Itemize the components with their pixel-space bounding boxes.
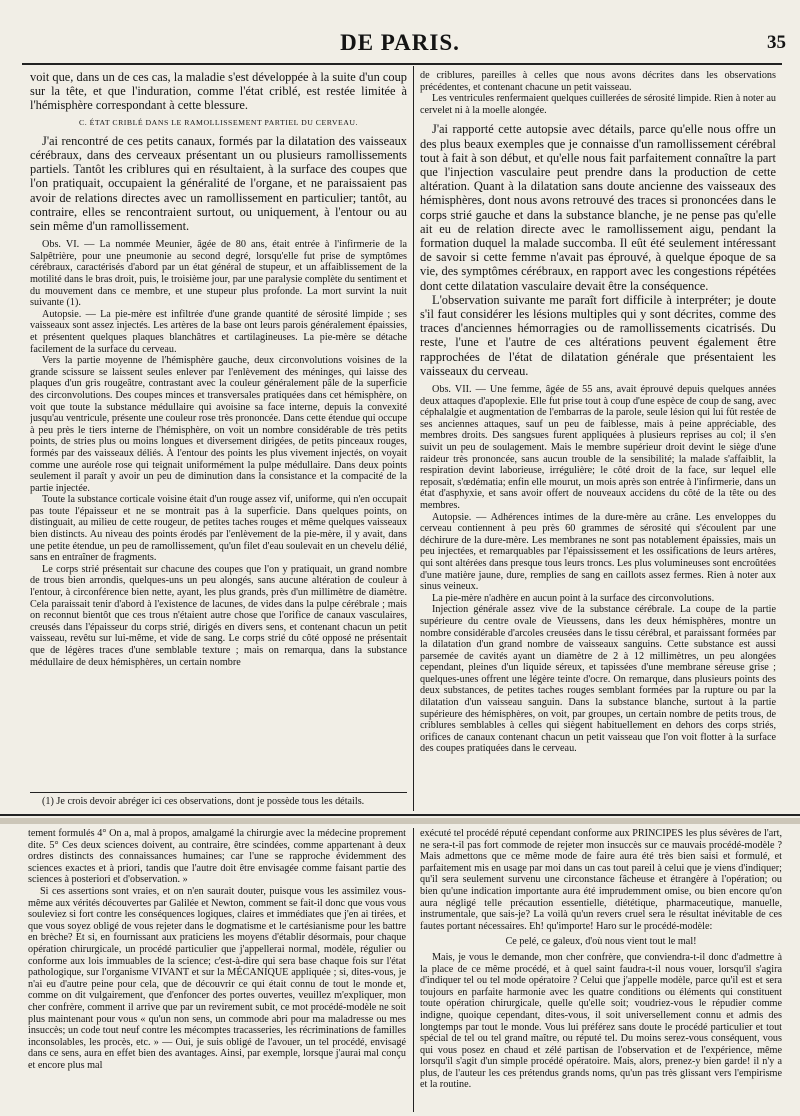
observation-intro: L'observation suivante me paraît fort difficile à interpréter; je doute s'il faut considérer les lésions multiples qui y sont décrites, comme des traces d'anciennes hémorragies ou de ramollissements cicatrisés. Du reste, l'une et l'autre de ces altérations peuvent également être rapprochées de l'état de dilatation générale que présentaient les vaisseaux du cerveau. — [420, 292, 776, 378]
section-subheading: C. ÉTAT CRIBLÉ DANS LE RAMOLLISSEMENT PARTIEL DU CERVEAU. — [79, 117, 358, 127]
ventricules-paragraph: Les ventricules renfermaient quelques cuillerées de sérosité limpide. Rien à noter au cervelet ni à la moelle alongée. — [420, 93, 776, 116]
paragraph-canaux: J'ai rencontré de ces petits canaux, formés par la dilatation des vaisseaux cérébraux, dans des cerveaux présentant un ou plusieurs ramollissements partiels. Tantôt les criblures qui en résultaient, à la surface des coupes que l'on pratiquait, occupaient la généralité de l'organe, et ne paraissaient pas avoir de relations directes avec un ramollissement en particulier; tantôt, au contraire, elles se rencontraient surtout, ou uniquement, à l'entour ou au sein même d'un ramollissement. — [30, 133, 407, 234]
page-header — [0, 0, 800, 62]
lower-right-column — [420, 828, 782, 1110]
verse-quote: Ce pelé, ce galeux, d'où nous vient tout le mal! — [505, 936, 697, 948]
intro-paragraph: voit que, dans un de ces cas, la maladie s'est développée à la suite d'un coup sur la tête, et que l'induration, comme l'état criblé, est restée limitée à l'hémisphère correspondant à cette blessure. — [30, 70, 407, 113]
footnote: (1) Je crois devoir abréger ici ces observations, dont je possède tous les détails. — [42, 796, 365, 807]
continuation-paragraph: de criblures, pareilles à celles que nous avons décrites dans les observations précédentes, et contenant chacune un petit vaisseau. — [420, 70, 776, 93]
observation-7: Obs. VII. — Une femme, âgée de 55 ans, avait éprouvé depuis quelques années deux attaques d'apoplexie. Elle fut prise tout à coup d'une espèce de coup de sang, avec céphalalgie et augmentation de l'embarras de la parole, seule lésion qui lui fût restée de ses anciennes attaques, sauf un peu de faiblesse, mais à peine appréciable, des membres droits. Des sangsues furent appliquées à plusieurs reprises au col; il s'en suivit un peu de soulagement. Mais le membre supérieur droit devint le siège d'une raideur très prononcée, sans aucun trouble de la sensibilité; la malade s'affaiblit, la respiration devint laborieuse, irrégulière; le côté droit de la face, sur lequel elle reposait, s'œdématia; enfin elle mourut, un mois après son entrée à l'infirmerie, dans un état d'asphyxie, et sans avoir offert de nouveaux accidens du côté de la tête ou des membres. — [420, 384, 776, 511]
paragraph-corps-strie: Le corps strié présentait sur chacune des coupes que l'on y pratiquait, un grand nombre de trous bien arrondis, quelques-uns un peu alongés, sans aucune altération de couleur à l'entour, à circonférence bien nette, ayant, les plus grands, près d'un millimètre de diamètre. Cela paraissait tenir d'abord à l'existence de lacunes, de vides dans la pulpe cérébrale ; mais on reconnut bientôt que ces trous n'étaient autre chose que l'orifice de canaux vasculaires, creusés dans l'épaisseur du corps strié, dirigés en divers sens, et contenant chacun un petit vaisseau, revêtu sur lui-même, et vide de sang. Le corps strié du côté opposé ne présentait que de légères traces d'une semblable texture ; mais on remarqua, dans la substance médullaire de deux hémisphères, un certain nombre — [30, 563, 407, 668]
page-number: 35 — [767, 32, 786, 53]
lower-left-p1: tement formulés 4° On a, mal à propos, amalgamé la chirurgie avec la médecine proprement dite. 5° Ces deux sciences doivent, au contraire, être scindées, comme appartenant à deux ordres distincts des connaissances humaines; car l'une se rapproche évidemment des sciences exactes et à priori, tandis que l'autre doit être envisagée comme faisant partie des sciences à posteriori et d'observation. » — [28, 828, 406, 886]
section-divider — [0, 814, 800, 816]
lower-left-column — [28, 828, 406, 1110]
header-rule — [22, 63, 782, 65]
autopsie-2: Autopsie. — Adhérences intimes de la dure-mère au crâne. Les enveloppes du cerveau contiennent à peu près 60 grammes de sérosité qui s'écoulent par une déchirure de la dure-mère. Les membranes ne sont pas notablement épaissies, mais un peu injectées, et remarquables par l'épaississement et les ossifications de leurs artères, qui sont altérées dans presque tous leurs troncs. Les plus volumineuses sont encroûtées d'une matière jaune, dure, remplies de sang en caillots assez fermes. Rien à noter aux sinus veineux. — [420, 511, 776, 593]
autopsie-paragraph: Autopsie. — La pie-mère est infiltrée d'une grande quantité de sérosité limpide ; ses vaisseaux sont assez injectés. Les artères de la base ont leurs parois généralement épaissies, et présentent quelques plaques blanchâtres et cartilagineuses. La pie-mère se détache facilement de la surface du cerveau. — [30, 308, 407, 355]
lower-right-p2: Mais, je vous le demande, mon cher confrère, que conviendra-t-il donc d'admettre à la place de ce même procédé, et à quel saint faudra-t-il nous vouer, lorsqu'il s'agira d'indiquer tel ou tel mode opératoire ? Celui que j'appelle modèle, parce qu'il est et sera toujours en parfaite harmonie avec les quatre conditions ou éléments qui constituent toute opération chirurgicale, quelle qu'elle soit; voudriez-vous le répudier comme indigne, quoique cependant, dites-vous, il soit universellement connu et admis des longtemps par tout le monde. Vous lui préférez sans doute le procédé particulier et tout spécial de tel ou tel grand maître, ou réputé tel. Du moins serez-vous conséquent, vous qui vous posez en chaud et zélé partisan de l'observation et de l'expérience, même lorsqu'il s'agit d'un simple procédé opératoire. Mais, alors, prenez-y bien garde! il n'y a plus, de l'auteur les ces prétendus grands noms, qu'un pas très glissant vers l'empirisme et la routine. — [420, 951, 782, 1091]
lower-left-p2: Si ces assertions sont vraies, et on n'en saurait douter, puisque vous les assimilez vous-même aux vérités découvertes par Galilée et Newton, comment se fait-il donc que vous vous souleviez si fort contre les conséquences logiques, claires et immédiates que j'en ai tirées, et que vous soyez obligé de vous rejeter dans le dogmatisme et le cartésianisme pour les battre en brèche? Et si, en fournissant aux praticiens les moyens d'établir désormais, pour chaque opération chirurgicale, un procédé particulier que j'appellerai normal, modèle, régulier ou conforme aux lois immuables de la science; c'est-à-dire qui sera base chaque fois sur l'état pathologique, sur l'organisme VIVANT et sur la MÉCANIQUE appliquée ; si, dites-vous, je n'ai eu d'autre peine pour cela, que de découvrir ce qui était connu de tout le monde et, comme on dit vulgairement, que d'enfoncer des portes ouvertes, veuillez m'expliquer, mon cher confrère, comment il arrive que par un revirement subit, ce mot procédé-modèle ne soit plus maintenant pour vous « qu'un non sens, un commode abri pour ma maladresse ou mes insuccès; un code tout neuf contre les mécomptes tracasseries, les récriminations de familles inconsolables, les procès, etc. » — Oui, je suis obligé de l'avouer, un tel procédé, envisagé dans ce sens, aura en effet bien des avantages. Ainsi, par exemple, lorsque j'aurai mal conçu et encore plus mal — [28, 885, 406, 1071]
right-column — [420, 70, 776, 812]
observation-6: Obs. VI. — La nommée Meunier, âgée de 80 ans, était entrée à l'infirmerie de la Salpêtrière, pour une pneumonie au second degré, lorsqu'elle fut prise de symptômes cérébraux, caractérisés d'abord par un état général de stupeur, et un affaiblissement de la motilité dans le bras droit, puis, le troisième jour, par une paralysie complète du sentiment et du mouvement dans ce membre, et une stupeur plus profonde. La mort survint la nuit suivante (1). — [30, 239, 407, 309]
pie-mere-paragraph: La pie-mère n'adhère en aucun point à la surface des circonvolutions. — [432, 592, 715, 604]
footnote-rule — [30, 792, 407, 793]
page-fold-band — [0, 818, 800, 824]
rapporte-paragraph: J'ai rapporté cette autopsie avec détails, parce qu'elle nous offre un des plus beaux exemples que je connaisse d'un ramollissement cérébral tout à fait à son début, et qu'elle nous fait parfaitement connaître la part que l'injection vasculaire peut prendre dans la production de cette altération. Quant à la dilatation sans doute ancienne des vaisseaux des hémisphères, dont nous avons retrouvé des traces si prononcées dans le corps strié gauche et dans la substance blanche, je ne pense pas qu'elle ait eu de relation directe avec le ramollissement aigu, pendant la formation duquel la malade succomba. Il eût été seulement intéressant de savoir si cette femme n'avait pas éprouvé, à quelque époque de sa vie, des symptômes cérébraux, en rapport avec les congestions répétées dont cette dilatation vasculaire devait être la conséquence. — [420, 122, 776, 293]
lower-column-separator — [413, 828, 414, 1112]
injection-paragraph: Injection générale assez vive de la substance cérébrale. La coupe de la partie supérieure du centre ovale de Vieussens, dans les deux hémisphères, montre un nombre considérable d'arcoles creusées dans le tissu cérébral, et paraissant formées par la dilatation d'un grand nombre de vaisseaux sanguins. Cette substance est aussi parsemée de cavités ayant un diamètre de 2 à 12 millimètres, un peu alongées cependant, pleines d'un liquide séreux, et tapissées d'une membrane séreuse grise ; quelques-unes offrent une légère teinte d'ocre. On remarque, dans plusieurs points des deux substances, de petites taches rouges semblant formées par la rupture ou par la dilatation d'un vaisseau sanguin. Dans la substance blanche, surtout à la partie supérieure des hémisphères, on voit, par groupes, un certain nombre de petits trous, de criblures semblables à celles qui siègent habituellement en dehors des corps striés, orifices de canaux contenant chacun un petit vaisseau que l'on voit flotter à la surface des coupes pratiquées dans le cerveau. — [420, 604, 776, 755]
running-title: DE PARIS. — [340, 30, 460, 55]
paragraph-toute: Toute la substance corticale voisine était d'un rouge assez vif, uniforme, qui n'en occupait pas toute l'épaisseur et ne se montrait pas à la superficie. Dans quelques points, on distinguait, au milieu de cette rougeur, de petites taches rouges et même quelques vaisseaux bien distincts. Au niveau des points érodés par l'enlèvement de la pie-mère, il y avait, dans une petite étendue, un peu de ramollissement, qu'un filet d'eau soulevait en un chevelu délié, sans en entraîner de fragments. — [30, 494, 407, 564]
left-column — [30, 70, 407, 788]
lower-right-p1: exécuté tel procédé réputé cependant conforme aux PRINCIPES les plus sévères de l'art, ne sera-t-il pas fort commode de rejeter mon insuccès sur ce mauvais procédé-modèle ? Mais admettons que ce même mode de faire aura été très bien saisi et formulé, et parfaitement mis en usage par moi dans un cas tout pareil à celui que je viens d'indiquer; qu'il sera seulement survenu une circonstance fâcheuse et étrangère à l'opération; ou bien qu'une indication importante aura été imprudemment omise, ou bien encore qu'on aura négligé telle précaution essentielle, diététique, pharmaceutique, manuelle, instrumentale, que sais-je? La voilà qu'un revers cruel sera le résultat inévitable de ces fautes portant nécessaires. Eh! qu'importe! Haro sur le procédé-modèle: — [420, 828, 782, 932]
paragraph-vers: Vers la partie moyenne de l'hémisphère gauche, deux circonvolutions voisines de la grande scissure se laissent seules enlever par l'enlèvement des méninges, qui laisse des plaques d'un gris rougeâtre, contrastant avec la couleur généralement pâle de la superficie des circonvolutions. Des coupes minces et transversales pratiquées dans cet hémisphère, on voit que toute la substance médullaire qui avoisine sa face interne, depuis la convexité jusqu'au ventricule, présente une couleur rose très prononcée. Dans cette étendue qui occupe à peu près le tiers interne de l'hémisphère, on voit un nombre considérable de très petits points, de stries plus ou moins longues et diversement dirigées, de petits pinceaux rouges, formés par des vaisseaux déliés. À l'entour des points les plus vivement injectés, on voyait comme une auréole rose qui teignait uniformément la pulpe médullaire. Dans deux points seulement il paraît y avoir un peu de diminution dans la consistance et la compacité de la partie injectée. — [30, 355, 407, 494]
column-separator — [413, 66, 414, 811]
